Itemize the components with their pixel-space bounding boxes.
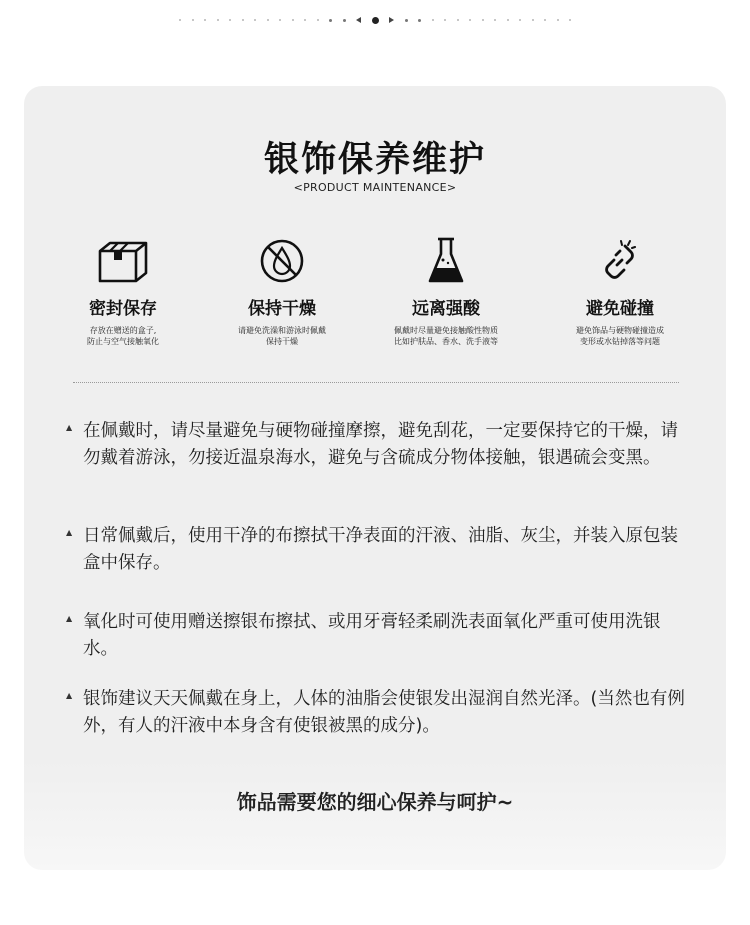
triangle-bullet-icon: ▲ [66,423,73,432]
broken-chain-icon [540,236,700,286]
pager-dot [469,19,471,21]
care-note [66,609,686,663]
feature-desc-line: 佩戴时尽量避免接触酸性物质 [394,326,498,335]
pager-dot [544,19,546,21]
pager-dot [532,19,534,21]
pager-dot [569,19,571,21]
pager-next-arrow-icon [389,17,394,23]
chemical-flask-icon [366,236,526,286]
pager-dot [292,19,294,21]
pager-dot [317,19,319,21]
care-note-text: 氧化时可使用赠送擦银布擦拭、或用牙膏轻柔刷洗表面氧化严重可使用洗银水。 [83,612,661,659]
pager-dot [217,19,219,21]
pager-dot [507,19,509,21]
no-water-icon [202,236,362,286]
feature-avoid-impact [540,236,700,347]
dotted-divider [73,382,679,383]
feature-desc-line: 防止与空气接触氧化 [87,337,159,346]
closing-message: 饰品需要您的细心保养与呵护~ [236,790,514,814]
care-note [66,686,686,740]
pager-dot [192,19,194,21]
pager-dot [457,19,459,21]
care-note-text: 日常佩戴后，使用干净的布擦拭干净表面的汗液、油脂、灰尘，并装入原包装盒中保存。 [83,526,678,573]
pager-dot [279,19,281,21]
page-title: 银饰保养维护 [263,140,486,180]
feature-desc [540,325,700,347]
feature-keep-dry [202,236,362,347]
feature-title: 远离强酸 [412,299,480,319]
feature-sealed-storage [43,236,203,347]
pager-dot [405,19,408,22]
pager-dot [179,19,181,21]
pager-dot [204,19,206,21]
maintenance-card [24,86,726,870]
feature-desc-line: 比如护肤品、香水、洗手液等 [394,337,498,346]
feature-desc [366,325,526,347]
feature-desc-line: 保持干燥 [266,337,298,346]
feature-desc-line: 避免饰品与硬物碰撞造成 [576,326,664,335]
pager-dot [329,19,332,22]
pager-prev-arrow-icon [356,17,361,23]
pager-dot [444,19,446,21]
feature-desc [202,325,362,347]
page-subtitle: <PRODUCT MAINTENANCE> [293,181,457,194]
pager-dot [519,19,521,21]
triangle-bullet-icon: ▲ [66,691,73,700]
pager-dot [304,19,306,21]
package-box-icon [43,236,203,286]
pager-dot [432,19,434,21]
triangle-bullet-icon: ▲ [66,528,73,537]
pager-dot [254,19,256,21]
feature-desc-line: 变形或水钻掉落等问题 [580,337,660,346]
feature-avoid-acid [366,236,526,347]
pager-dot [242,19,244,21]
pager-dot [267,19,269,21]
pager-dot [418,19,421,22]
care-note-text: 银饰建议天天佩戴在身上，人体的油脂会使银发出湿润自然光泽。(当然也有例外，有人的汗液中本身含有使银被黑的成分)。 [83,689,685,736]
pager-dot [557,19,559,21]
care-note-text: 在佩戴时，请尽量避免与硬物碰撞摩擦，避免刮花，一定要保持它的干燥，请勿戴着游泳，勿接近温泉海水，避免与含硫成分物体接触，银遇硫会变黑。 [83,421,678,468]
feature-title: 密封保存 [89,299,157,319]
feature-desc [43,325,203,347]
pager-dot [494,19,496,21]
feature-desc-line: 存放在赠送的盒子, [89,326,157,335]
pager-dot [229,19,231,21]
pager-dot [482,19,484,21]
feature-title: 保持干燥 [248,299,316,319]
feature-title: 避免碰撞 [586,299,654,319]
triangle-bullet-icon: ▲ [66,614,73,623]
feature-desc-line: 请避免洗澡和游泳时佩戴 [238,326,326,335]
pager-active-dot [372,17,379,24]
care-note [66,418,686,472]
pager-indicator [0,14,750,26]
care-note [66,523,686,577]
pager-dot [343,19,346,22]
